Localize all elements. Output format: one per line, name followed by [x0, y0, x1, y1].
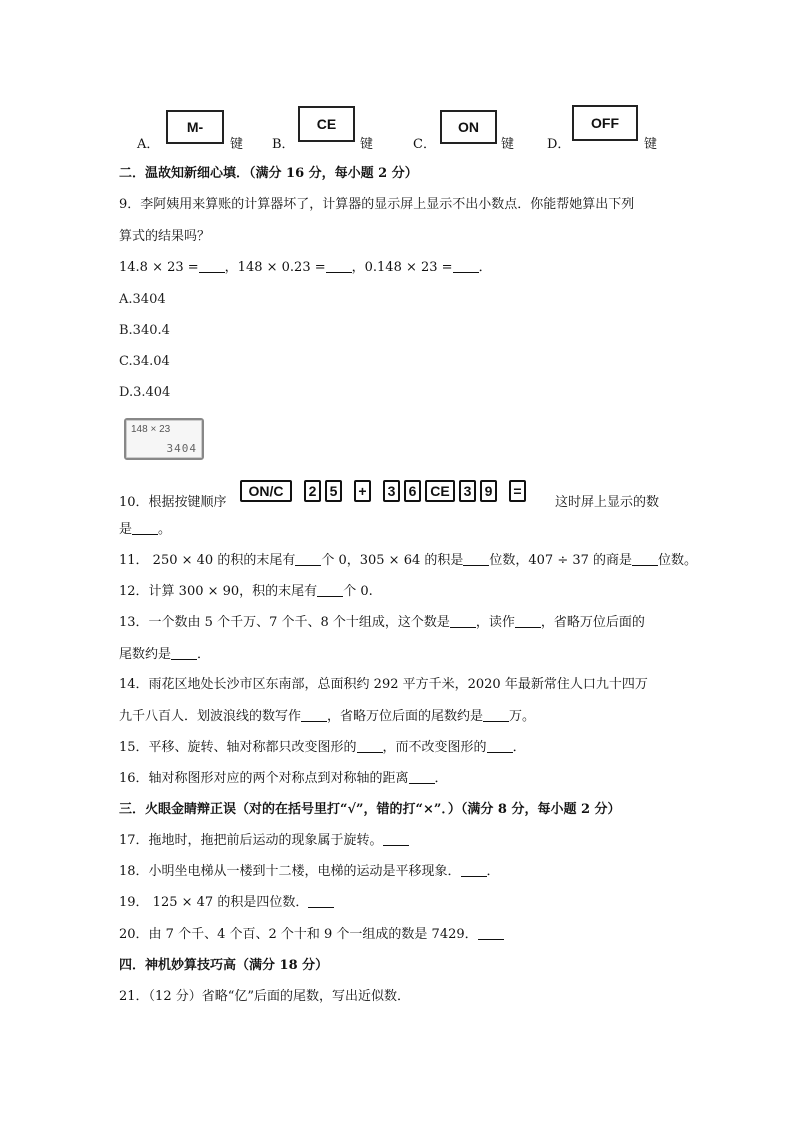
calc-result: 3404: [166, 442, 197, 455]
q9-blank-3[interactable]: [453, 259, 479, 273]
q13-text-a: 13．一个数由 5 个千万、7 个千、8 个十组成，这个数是: [119, 615, 450, 630]
q9-expr-end: ．: [478, 260, 492, 275]
option-c-letter: C．: [413, 137, 436, 152]
q9-line-1: 9．李阿姨用来算账的计算器坏了，计算器的显示屏上显示不出小数点．你能帮她算出下列: [119, 197, 635, 212]
q10-line2-end: 。: [158, 522, 172, 537]
option-a-letter: A．: [137, 137, 160, 152]
q16-text-b: ．: [434, 771, 448, 786]
option-d-suffix: 键: [644, 137, 658, 152]
q9-expressions: [119, 259, 492, 277]
q17-text: 17．拖地时，拖把前后运动的现象属于旋转。: [119, 833, 383, 848]
q10-line-2: [119, 521, 171, 539]
section-2-title: 二．温故知新细心填．（满分 16 分，每小题 2 分）: [119, 166, 418, 181]
q9-option-a: A.3404: [119, 292, 166, 307]
q20-text: 20．由 7 个千、4 个百、2 个十和 9 个一组成的数是 7429．: [119, 927, 478, 942]
q20: [119, 926, 504, 944]
q9-line-2: 算式的结果吗？: [119, 229, 211, 244]
q14-line-1: [119, 676, 648, 694]
q11-text-b: 个 0，305 × 64 的积是: [321, 553, 464, 568]
q9-option-d: D.3.404: [119, 385, 171, 400]
key-3-second: 3: [459, 480, 476, 502]
q15-text-a: 15．平移、旋转、轴对称都只改变图形的: [119, 740, 357, 755]
q11-blank-2[interactable]: [463, 552, 489, 566]
q20-blank[interactable]: [478, 926, 504, 940]
on-key-image: ON: [440, 110, 497, 144]
q14-blank-2[interactable]: [483, 708, 509, 722]
option-a-suffix: 键: [230, 137, 244, 152]
section-4-title: 四．神机妙算技巧高（满分 18 分）: [119, 958, 329, 973]
key-3: 3: [383, 480, 400, 502]
q13-blank-2[interactable]: [515, 614, 541, 628]
q13-text-b: ，读作: [475, 615, 515, 630]
ce-key: CE: [425, 480, 455, 502]
equals-key: =: [509, 480, 526, 502]
q13-line2-b: ．: [197, 647, 211, 662]
q9-expr-c: ，0.148 × 23 =: [351, 260, 453, 275]
q12-text-a: 12．计算 300 × 90，积的末尾有: [119, 584, 318, 599]
option-c-suffix: 键: [501, 137, 515, 152]
q16: [119, 770, 448, 788]
option-b-letter: B．: [272, 137, 295, 152]
q13-line2-a: 尾数约是: [119, 647, 172, 662]
q14-line-2: [119, 708, 535, 726]
q9-blank-1[interactable]: [199, 259, 225, 273]
q9-option-c: C.34.04: [119, 354, 170, 369]
q14-line1-text: 14．雨花区地处长沙市区东南部，总面积约 292 平方千米，2020 年最新常住人口九十四万: [119, 677, 648, 692]
q12-text-b: 个 0.: [343, 584, 373, 599]
q14-blank-1[interactable]: [301, 708, 327, 722]
q16-text-a: 16．轴对称图形对应的两个对称点到对称轴的距离: [119, 771, 409, 786]
off-key-image: OFF: [572, 105, 638, 141]
q14-line2-b: ，省略万位后面的尾数约是: [327, 709, 484, 724]
q18-blank[interactable]: [461, 863, 487, 877]
q9-blank-2[interactable]: [326, 259, 352, 273]
q11-text-d: 位数。: [658, 553, 698, 568]
key-5: 5: [325, 480, 342, 502]
key-6: 6: [404, 480, 421, 502]
key-2: 2: [304, 480, 321, 502]
q12: [119, 583, 373, 601]
q18-text: 18．小明坐电梯从一楼到十二楼，电梯的运动是平移现象．: [119, 864, 461, 879]
q14-line2-c: 万。: [509, 709, 536, 724]
m-minus-key-image: M-: [166, 110, 224, 144]
q9-option-b: B.340.4: [119, 323, 170, 338]
q10-key-sequence: [240, 478, 526, 504]
q9-expr-a: 14.8 × 23 =: [119, 260, 199, 275]
q13-line-2: [119, 646, 210, 664]
q11-blank-1[interactable]: [295, 552, 321, 566]
q14-line2-a: 九千八百人．划波浪线的数写作: [119, 709, 302, 724]
q10-blank[interactable]: [132, 521, 158, 535]
ce-key-image: CE: [298, 106, 355, 142]
q16-blank[interactable]: [409, 770, 435, 784]
q11: [119, 552, 697, 570]
q12-blank[interactable]: [317, 583, 343, 597]
q18-end: ．: [486, 864, 500, 879]
q13-line-1: [119, 614, 645, 632]
q17: [119, 832, 409, 850]
q15: [119, 739, 526, 757]
q19: [119, 894, 334, 912]
q15-text-c: ．: [512, 740, 526, 755]
option-b-suffix: 键: [360, 137, 374, 152]
q18: [119, 863, 500, 881]
q15-text-b: ，而不改变图形的: [382, 740, 487, 755]
q11-text-c: 位数，407 ÷ 37 的商是: [489, 553, 633, 568]
q19-text: 19． 125 × 47 的积是四位数．: [119, 895, 309, 910]
q10-line2-text: 是: [119, 522, 133, 537]
calc-expression: 148 × 23: [131, 424, 171, 435]
q10-suffix: 这时屏上显示的数: [555, 495, 660, 510]
q15-blank-1[interactable]: [357, 739, 383, 753]
q19-blank[interactable]: [308, 894, 334, 908]
on-c-key: ON/C: [240, 480, 292, 502]
key-9: 9: [480, 480, 497, 502]
plus-key: +: [354, 480, 371, 502]
calculator-display-image: [124, 418, 204, 460]
q11-blank-3[interactable]: [632, 552, 658, 566]
option-d-letter: D．: [547, 137, 571, 152]
q10-prefix: 10．根据按键顺序: [119, 495, 227, 510]
q11-text-a: 11． 250 × 40 的积的末尾有: [119, 553, 296, 568]
q15-blank-2[interactable]: [487, 739, 513, 753]
q17-blank[interactable]: [383, 832, 409, 846]
q9-expr-b: ，148 × 0.23 =: [224, 260, 326, 275]
q13-blank-1[interactable]: [450, 614, 476, 628]
section-3-title: 三．火眼金睛辩正误（对的在括号里打“√”，错的打“×”．）（满分 8 分，每小题 2 分）: [119, 802, 621, 817]
q21-text: 21．（12 分）省略“亿”后面的尾数，写出近似数．: [119, 989, 411, 1004]
q13-blank-3[interactable]: [171, 646, 197, 660]
q13-text-c: ，省略万位后面的: [540, 615, 645, 630]
